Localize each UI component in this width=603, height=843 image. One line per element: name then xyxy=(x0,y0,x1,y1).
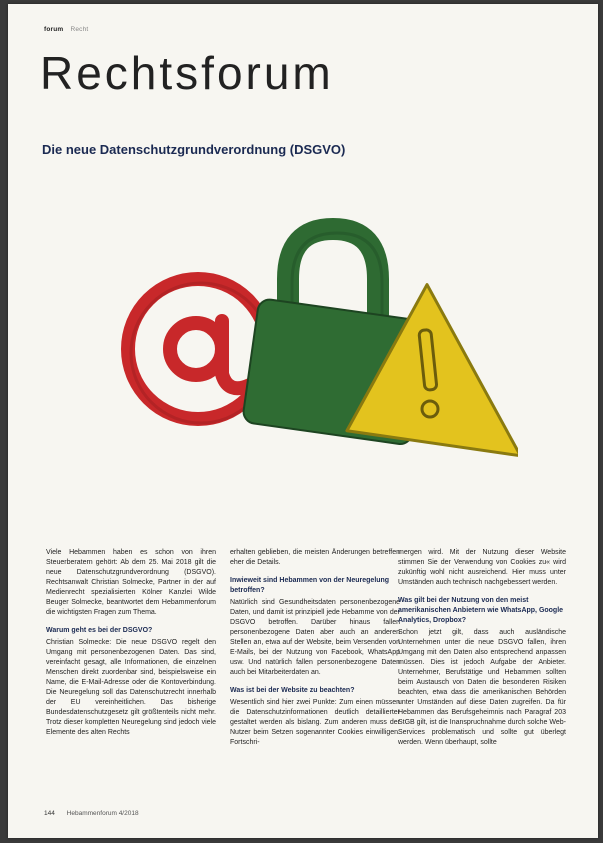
section-label: forum xyxy=(44,26,64,33)
question-heading: Was gilt bei der Nutzung von den meist amerikanischen Anbietern wie WhatsApp, Google Analytics, Dropbox? xyxy=(398,597,564,624)
page-title: Rechtsforum xyxy=(40,47,334,99)
text-column-2 xyxy=(230,548,400,798)
page-number: 144 xyxy=(44,810,55,817)
intro-paragraph: Viele Hebammen haben es schon von ihren Steuerberatern gehört: Ab dem 25. Mai 2018 gilt die neue Datenschutzgrundverordnung (DSGVO). Rechtsanwalt Christian Solmecke, Partner in der auf Medienrecht spezialisierten Kölner Kanzlei Wilde Beuger Solmecke, beantwortet dem Hebammenforum die wichtigsten Fragen zum Thema. xyxy=(46,549,216,616)
body-paragraph: erhalten geblieben, die meisten Änderungen betreffen eher die Details. xyxy=(230,549,400,566)
question-heading: Was ist bei der Website zu beachten? xyxy=(230,687,355,694)
answer-paragraph: Natürlich sind Gesundheitsdaten personenbezogene Daten, und damit ist prinzipiell jede Hebamme von der DSGVO betroffen. Darüber hinaus fallen personenbezogene Daten aber auch an anderen Stellen an, etwa auf der Website, beim Versenden von E-Mails, bei der Nutzung von Facebook, WhatsApp usw. Und natürlich fallen personenbezogene Daten auch bei Mitarbeiterdaten an. xyxy=(230,599,400,676)
body-paragraph: mergen wird. Mit der Nutzung dieser Website stimmen Sie der Verwendung von Cookies zu« wird zukünftig wohl nicht ausreichend. Hier muss unter Umständen auch technisch nachgebessert werden. xyxy=(398,549,566,586)
data-protection-illustration xyxy=(118,209,518,479)
answer-paragraph: Schon jetzt gilt, dass auch ausländische Unternehmen unter die neue DSGVO fallen, ihren Umgang mit den Daten also entsprechend anpassen müssen. Dies ist jedoch Aufgabe der Anbieter. Unternehmer, Berufstätige und Hebammen sollten beim Austausch von Daten die besonderen Risiken beachten, etwa dass die amerikanischen Behörden unter Umständen auf diese Daten zugreifen. Da für Hebammen das Berufsgeheimnis nach Paragraf 203 StGB gilt, ist die Inanspruchnahme durch solche Web-Services problematisch und sollte gut überlegt werden. Wenn überhaupt, sollte xyxy=(398,629,566,746)
question-heading: Warum geht es bei der DSGVO? xyxy=(46,627,153,634)
page-footer xyxy=(44,810,139,817)
text-column-1 xyxy=(46,548,216,798)
article-headline: Die neue Datenschutzgrundverordnung (DSGVO) xyxy=(42,142,346,157)
answer-paragraph: Christian Solmecke: Die neue DSGVO regelt den Umgang mit personenbezogenen Daten. Das sind, vereinfacht gesagt, alle Informationen, die einzelnen Menschen direkt zuordenbar sind, beispielsweise ein Name, die E-Mail-Adresse oder die Kontoverbindung. Die Neuregelung soll das Datenschutzrecht innerhalb der EU vereinheitlichen. Das bisherige Bundesdatenschutzgesetz gilt größtenteils nicht mehr. Trotz dieser kompletten Neuregelung sind jedoch viele Elemente des alten Rechts xyxy=(46,639,216,736)
publication-name: Hebammenforum 4/2018 xyxy=(66,810,139,817)
running-header xyxy=(44,26,88,33)
subsection-label: Recht xyxy=(70,26,89,33)
text-column-3 xyxy=(398,548,566,798)
question-heading: Inwieweit sind Hebammen von der Neuregelung betroffen? xyxy=(230,577,390,594)
answer-paragraph: Wesentlich sind hier zwei Punkte: Zum einen müssen die Datenschutzinformationen deutlich detaillierter gestaltet werden als bislang. Zum anderen muss der Nutzer beim Setzen sogenannter Cookies einwilligen. Fortschri- xyxy=(230,699,400,746)
magazine-page xyxy=(8,4,598,838)
